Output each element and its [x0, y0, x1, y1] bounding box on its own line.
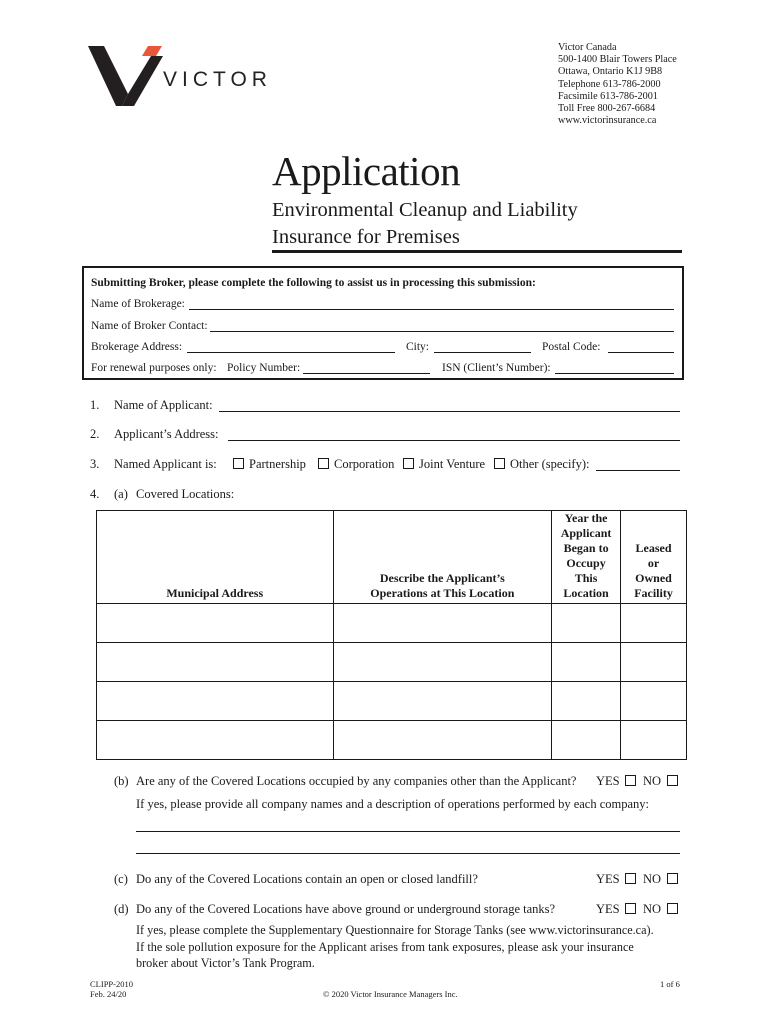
operations-cell[interactable]	[333, 682, 552, 721]
isn-label: ISN (Client’s Number):	[442, 362, 551, 374]
qb-no-checkbox[interactable]	[667, 775, 678, 786]
postal-code-field[interactable]	[608, 352, 674, 353]
qc-no-label: NO	[643, 872, 662, 886]
page-number: 1 of 6	[660, 979, 680, 989]
joint-venture-label: Joint Venture	[419, 457, 486, 471]
operations-cell[interactable]	[333, 604, 552, 643]
qb-no-label: NO	[643, 774, 662, 788]
qb-label: Are any of the Covered Locations occupied by any companies other than the Applicant?	[136, 774, 577, 788]
applicant-address-field[interactable]	[228, 440, 680, 441]
page-title: Application	[272, 148, 461, 194]
logo-wordmark: VICTOR	[163, 68, 272, 91]
year-cell[interactable]	[552, 643, 621, 682]
brokerage-name-field[interactable]	[189, 309, 674, 310]
joint-venture-checkbox[interactable]	[403, 458, 414, 469]
q3-number: 3.	[90, 457, 100, 471]
qc-no-checkbox[interactable]	[667, 873, 678, 884]
table-row	[97, 721, 687, 760]
qd-label: Do any of the Covered Locations have above ground or underground storage tanks?	[136, 902, 556, 916]
col-municipal-address: Municipal Address	[97, 511, 334, 604]
title-rule	[272, 250, 682, 253]
partnership-label: Partnership	[249, 457, 306, 471]
address-cell[interactable]	[97, 682, 334, 721]
q1-number: 1.	[90, 398, 100, 412]
other-specify-field[interactable]	[596, 470, 680, 471]
postal-code-label: Postal Code:	[542, 341, 601, 353]
leased-owned-cell[interactable]	[621, 604, 687, 643]
covered-locations-table	[96, 510, 687, 760]
policy-number-field[interactable]	[303, 373, 430, 374]
q2-label: Applicant’s Address:	[114, 427, 219, 441]
qd-no-checkbox[interactable]	[667, 903, 678, 914]
qb-answer-line-1[interactable]	[136, 831, 680, 832]
brokerage-address-field[interactable]	[187, 352, 395, 353]
col-operations: Describe the Applicant’s Operations at This Location	[333, 511, 552, 604]
qd-yes-label: YES	[596, 902, 620, 916]
qb-yes-label: YES	[596, 774, 620, 788]
q1-label: Name of Applicant:	[114, 398, 213, 412]
copyright: © 2020 Victor Insurance Managers Inc.	[323, 989, 458, 999]
brokerage-name-label: Name of Brokerage:	[91, 298, 185, 310]
city-field[interactable]	[434, 352, 531, 353]
address-cell[interactable]	[97, 643, 334, 682]
corporation-checkbox[interactable]	[318, 458, 329, 469]
qd-detail: If yes, please complete the Supplementary Questionnaire for Storage Tanks (see www.victorinsurance.ca). If the sole pollution exposure for the Applicant arises from tank exposures, please ask your insurance broker about Victor’s Tank Program.	[136, 923, 654, 970]
qd-no-label: NO	[643, 902, 662, 916]
brokerage-address-label: Brokerage Address:	[91, 341, 183, 353]
leased-owned-cell[interactable]	[621, 643, 687, 682]
col-year-occupied: Year the Applicant Began to Occupy This Location	[552, 511, 621, 604]
year-cell[interactable]	[552, 682, 621, 721]
q3-label: Named Applicant is:	[114, 457, 217, 471]
address-cell[interactable]	[97, 604, 334, 643]
renewal-label: For renewal purposes only:	[91, 362, 217, 374]
qb-yes-checkbox[interactable]	[625, 775, 636, 786]
isn-field[interactable]	[555, 373, 674, 374]
operations-cell[interactable]	[333, 643, 552, 682]
partnership-checkbox[interactable]	[233, 458, 244, 469]
col-leased-owned: Leased or Owned Facility	[621, 511, 687, 604]
qb-letter: (b)	[114, 774, 129, 788]
table-row	[97, 682, 687, 721]
broker-heading: Submitting Broker, please complete the following to assist us in processing this submission:	[91, 277, 536, 289]
policy-number-label: Policy Number:	[227, 362, 301, 374]
operations-cell[interactable]	[333, 721, 552, 760]
qc-yes-label: YES	[596, 872, 620, 886]
other-checkbox[interactable]	[494, 458, 505, 469]
leased-owned-cell[interactable]	[621, 682, 687, 721]
qc-yes-checkbox[interactable]	[625, 873, 636, 884]
page-subtitle: Environmental Cleanup and Liability Insurance for Premises	[272, 199, 578, 248]
applicant-name-field[interactable]	[219, 411, 680, 412]
company-website: www.victorinsurance.ca	[558, 115, 657, 127]
q4a-letter: (a)	[114, 487, 128, 501]
victor-logo-icon	[88, 42, 164, 108]
city-label: City:	[406, 341, 430, 353]
corporation-label: Corporation	[334, 457, 395, 471]
form-code: CLIPP-2010 Feb. 24/20	[90, 979, 133, 999]
leased-owned-cell[interactable]	[621, 721, 687, 760]
qc-label: Do any of the Covered Locations contain an open or closed landfill?	[136, 872, 478, 886]
table-row	[97, 643, 687, 682]
company-address: Victor Canada 500-1400 Blair Towers Place Ottawa, Ontario K1J 9B8 Telephone 613-786-2000 Facsimile 613-786-2001 Toll Free 800-267-6684 www.victorinsurance.ca	[558, 42, 677, 127]
qd-letter: (d)	[114, 902, 129, 916]
qb-answer-line-2[interactable]	[136, 853, 680, 854]
broker-contact-label: Name of Broker Contact:	[91, 320, 208, 332]
q4-number: 4.	[90, 487, 100, 501]
other-label: Other (specify):	[510, 457, 590, 471]
year-cell[interactable]	[552, 721, 621, 760]
qd-yes-checkbox[interactable]	[625, 903, 636, 914]
broker-contact-field[interactable]	[210, 331, 674, 332]
q2-number: 2.	[90, 427, 100, 441]
qb-detail: If yes, please provide all company names and a description of operations performed by each company:	[136, 797, 650, 811]
q4a-label: Covered Locations:	[136, 487, 235, 501]
table-row	[97, 604, 687, 643]
address-cell[interactable]	[97, 721, 334, 760]
qc-letter: (c)	[114, 872, 128, 886]
table-header-row	[97, 511, 687, 604]
year-cell[interactable]	[552, 604, 621, 643]
